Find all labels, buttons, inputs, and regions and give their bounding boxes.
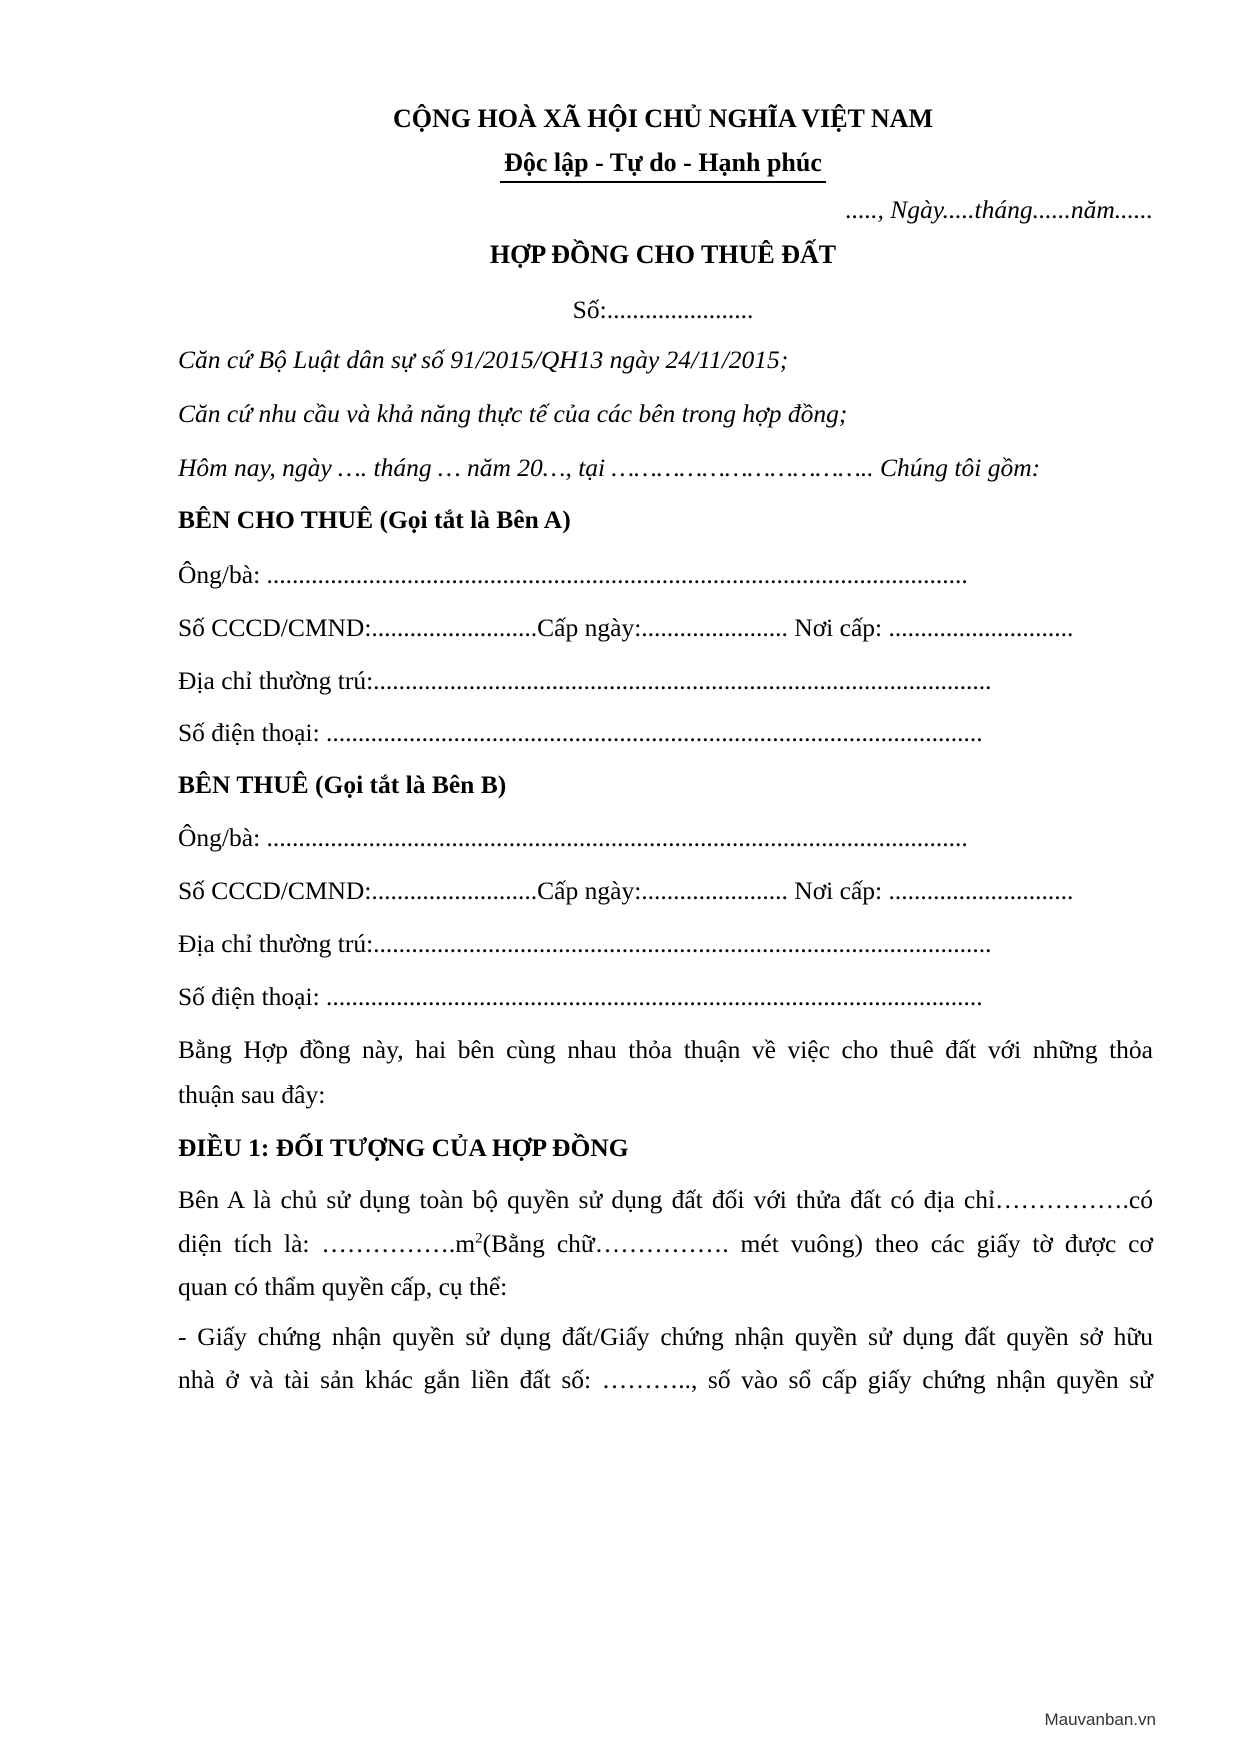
party-a-name: Ông/bà: .............................................................................................................. xyxy=(178,560,968,589)
date-line: ....., Ngày.....tháng......năm...... xyxy=(845,195,1153,224)
party-a-heading: BÊN CHO THUÊ (Gọi tắt là Bên A) xyxy=(178,505,571,534)
party-b-id: Số CCCD/CMND:..........................Cấp ngày:....................... Nơi cấp: ............................. xyxy=(178,876,1074,905)
legal-basis-1: Căn cứ Bộ Luật dân sự số 91/2015/QH13 ngày 24/11/2015; xyxy=(178,345,789,374)
contract-title: HỢP ĐỒNG CHO THUÊ ĐẤT xyxy=(489,240,837,269)
square-superscript: 2 xyxy=(475,1230,483,1247)
party-b-name: Ông/bà: .............................................................................................................. xyxy=(178,823,968,852)
party-a-id: Số CCCD/CMND:..........................Cấp ngày:....................... Nơi cấp: ............................. xyxy=(178,613,1074,642)
article-1-heading: ĐIỀU 1: ĐỐI TƯỢNG CỦA HỢP ĐỒNG xyxy=(178,1133,629,1162)
watermark: Mauvanban.vn xyxy=(1044,1710,1156,1729)
national-title: CỘNG HOÀ XÃ HỘI CHỦ NGHĨA VIỆT NAM xyxy=(392,104,934,133)
motto-block xyxy=(0,147,1241,183)
article-1-p1-line-3: quan có thẩm quyền cấp, cụ thể: xyxy=(178,1272,508,1301)
motto: Độc lập - Tự do - Hạnh phúc xyxy=(500,147,826,183)
today-line: Hôm nay, ngày …. tháng … năm 20…, tại …………………………….. Chúng tôi gồm: xyxy=(178,453,1041,482)
article-1-p1-line-1: Bên A là chủ sử dụng toàn bộ quyền sử dụng đất đối với thửa đất có địa chỉ…………….có xyxy=(178,1185,1153,1214)
area-text-before: diện tích là: …………….m xyxy=(178,1229,476,1258)
article-1-p2-line-2: nhà ở và tài sản khác gắn liền đất số: ……….., số vào sổ cấp giấy chứng nhận quyền sử xyxy=(178,1365,1153,1394)
party-b-heading: BÊN THUÊ (Gọi tắt là Bên B) xyxy=(178,770,507,799)
party-b-phone: Số điện thoại: ....................................................................................................... xyxy=(178,982,983,1011)
party-a-address: Địa chỉ thường trú:................................................................................................. xyxy=(178,666,992,695)
contract-number: Số:....................... xyxy=(572,295,754,324)
area-text-after: (Bằng chữ……………. mét vuông) theo các giấy tờ được cơ xyxy=(482,1229,1153,1258)
party-b-address: Địa chỉ thường trú:................................................................................................. xyxy=(178,929,992,958)
agreement-line-2: thuận sau đây: xyxy=(178,1080,326,1109)
legal-basis-2: Căn cứ nhu cầu và khả năng thực tế của các bên trong hợp đồng; xyxy=(178,399,848,428)
article-1-p1-line-2 xyxy=(178,1229,1153,1259)
party-a-phone: Số điện thoại: ....................................................................................................... xyxy=(178,718,983,747)
article-1-p2-line-1: - Giấy chứng nhận quyền sử dụng đất/Giấy chứng nhận quyền sử dụng đất quyền sở hữu xyxy=(178,1322,1153,1351)
agreement-line-1: Bằng Hợp đồng này, hai bên cùng nhau thỏa thuận về việc cho thuê đất với những thỏa xyxy=(178,1035,1153,1064)
